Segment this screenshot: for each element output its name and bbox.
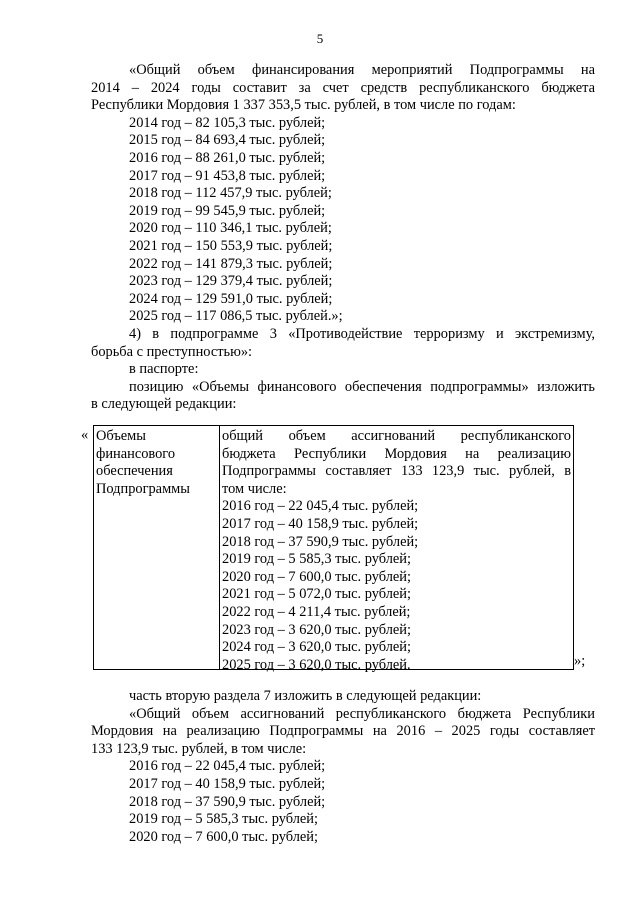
year-list xyxy=(91,758,595,846)
list-item: 2023 год – 129 379,4 тыс. рублей; xyxy=(129,273,333,290)
list-item: 2017 год – 91 453,8 тыс. рублей; xyxy=(129,167,326,184)
close-quote: »; xyxy=(574,653,586,669)
paragraph-line: 133 123,9 тыс. рублей, в том числе: xyxy=(91,740,307,757)
item-4-line: борьба с преступностью»: xyxy=(91,343,253,360)
list-item: 2020 год – 110 346,1 тыс. рублей; xyxy=(129,220,332,237)
passport-line: в паспорте: xyxy=(129,361,199,378)
table-year-item: 2024 год – 3 620,0 тыс. рублей; xyxy=(222,639,411,656)
table-label-line: финансового xyxy=(96,445,176,462)
list-item: 2016 год – 88 261,0 тыс. рублей; xyxy=(129,149,326,166)
paragraph-line: Мордовия на реализацию Подпрограммы на 2016 – 2025 годы составляет xyxy=(91,723,595,740)
financing-paragraph xyxy=(91,62,595,414)
table-label-cell xyxy=(94,426,220,669)
table-year-item: 2016 год – 22 045,4 тыс. рублей; xyxy=(222,498,419,515)
table-year-item: 2018 год – 37 590,9 тыс. рублей; xyxy=(222,533,419,550)
list-item: 2025 год – 117 086,5 тыс. рублей.»; xyxy=(129,308,343,325)
table-value-cell xyxy=(220,426,573,673)
table-value-line: том числе: xyxy=(222,480,287,497)
list-item: 2015 год – 84 693,4 тыс. рублей; xyxy=(129,132,326,149)
paragraph-line: Республики Мордовия 1 337 353,5 тыс. рублей, в том числе по годам: xyxy=(91,97,516,114)
table-label-line: Подпрограммы xyxy=(96,480,190,497)
paragraph-line: «Общий объем ассигнований республиканского бюджета Республики xyxy=(129,705,595,722)
paragraph-line: «Общий объем финансирования мероприятий Подпрограммы на xyxy=(129,62,595,78)
page-number: 5 xyxy=(316,31,324,46)
financing-table-block xyxy=(81,425,601,671)
list-item: 2019 год – 99 545,9 тыс. рублей; xyxy=(129,202,326,219)
table-value-line: бюджета Республики Мордовия на реализацию xyxy=(222,445,571,462)
item-4-line: 4) в подпрограмме 3 «Противодействие терроризму и экстремизму, xyxy=(129,325,595,342)
table-label-line: Объемы xyxy=(96,428,146,444)
position-line: в следующей редакции: xyxy=(91,396,237,413)
table-year-item: 2019 год – 5 585,3 тыс. рублей; xyxy=(222,551,411,568)
part-line: часть вторую раздела 7 изложить в следующей редакции: xyxy=(129,688,482,704)
table-year-item: 2021 год – 5 072,0 тыс. рублей; xyxy=(222,586,411,603)
open-quote: « xyxy=(81,427,89,443)
table-year-item: 2020 год – 7 600,0 тыс. рублей; xyxy=(222,568,411,585)
position-line: позицию «Объемы финансового обеспечения подпрограммы» изложить xyxy=(129,378,595,395)
list-item: 2019 год – 5 585,3 тыс. рублей; xyxy=(129,811,318,828)
table-year-item: 2017 год – 40 158,9 тыс. рублей; xyxy=(222,515,419,532)
list-item: 2017 год – 40 158,9 тыс. рублей; xyxy=(129,775,326,792)
table-value-line: Подпрограммы составляет 133 123,9 тыс. рублей, в xyxy=(222,463,571,480)
list-item: 2016 год – 22 045,4 тыс. рублей; xyxy=(129,758,326,775)
list-item: 2022 год – 141 879,3 тыс. рублей; xyxy=(129,255,333,272)
list-item: 2020 год – 7 600,0 тыс. рублей; xyxy=(129,828,318,845)
list-item: 2021 год – 150 553,9 тыс. рублей; xyxy=(129,237,333,254)
year-list xyxy=(91,115,595,326)
table-year-item: 2023 год – 3 620,0 тыс. рублей; xyxy=(222,621,411,638)
list-item: 2024 год – 129 591,0 тыс. рублей; xyxy=(129,290,333,307)
section-7-paragraph xyxy=(91,688,595,846)
table-value-line: общий объем ассигнований республиканского xyxy=(222,428,571,444)
list-item: 2014 год – 82 105,3 тыс. рублей; xyxy=(129,114,326,131)
list-item: 2018 год – 37 590,9 тыс. рублей; xyxy=(129,793,326,810)
financing-table xyxy=(93,425,574,673)
table-label-line: обеспечения xyxy=(96,463,173,480)
table-year-item: 2022 год – 4 211,4 тыс. рублей; xyxy=(222,603,411,620)
paragraph-line: 2014 – 2024 годы составит за счет средств республиканского бюджета xyxy=(91,79,595,96)
table-year-item: 2025 год – 3 620,0 тыс. рублей. xyxy=(222,656,411,673)
list-item: 2018 год – 112 457,9 тыс. рублей; xyxy=(129,185,332,202)
